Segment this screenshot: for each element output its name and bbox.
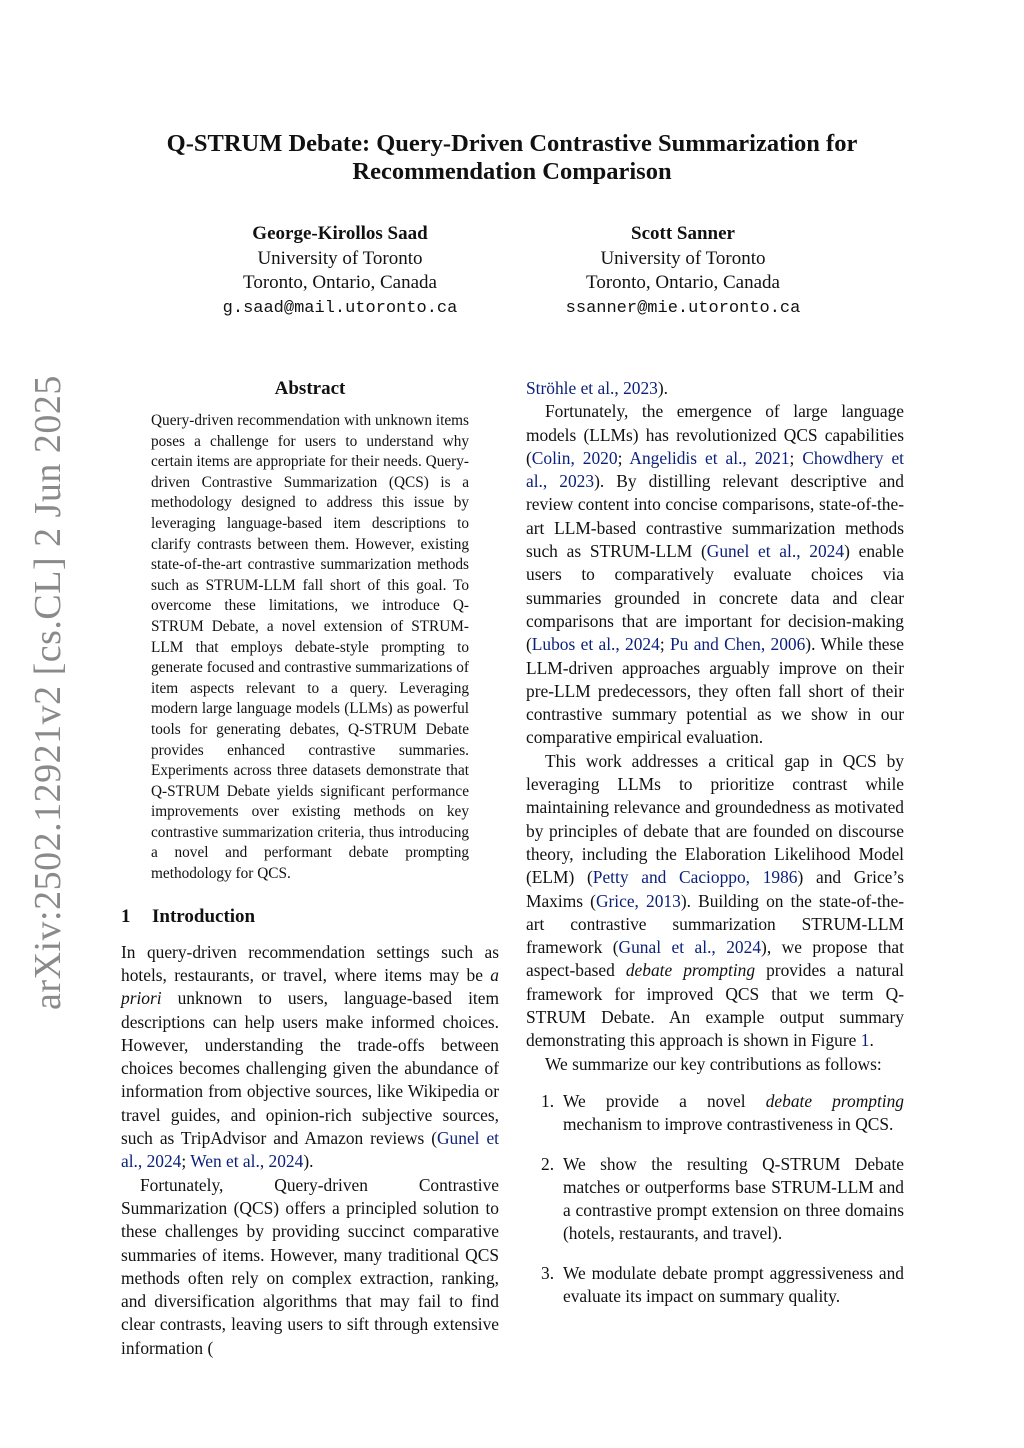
author-location: Toronto, Ontario, Canada [243, 272, 437, 293]
text-run: ). By distilling relevant descriptive and review content into concise comparisons, state-of-the-art LLM-based contrastive summarization methods such as STRUM-LLM ( [526, 471, 904, 562]
author-email: g.saad@mail.utoronto.ca [222, 298, 458, 318]
citation-link[interactable]: Lubos et al., 2024 [531, 634, 660, 655]
citation-link[interactable]: Gunal et al., 2024 [618, 937, 762, 958]
author-name: George-Kirollos Saad [252, 223, 428, 244]
list-number: 2. [541, 1153, 555, 1174]
arxiv-identifier-stamp: arXiv:2502.12921v2 [cs.CL] 2 Jun 2025 [27, 375, 69, 1010]
section-heading-introduction [121, 905, 499, 929]
text-run: We show the resulting Q-STRUM Debate matches or outperforms base STRUM-LLM and a contrastive prompt extension on three domains (hotels, restaurants, and travel). [563, 1153, 904, 1244]
text-run: In query-driven recommendation settings such as hotels, restaurants, or travel, where items may be [121, 941, 499, 985]
citation-link[interactable]: Wen et al., 2024 [190, 1151, 304, 1172]
author-block-1 [160, 222, 520, 321]
citation-link[interactable]: Grice, 2013 [595, 890, 681, 911]
italic-text: a priori [121, 964, 499, 1009]
text-run: . [869, 1030, 874, 1051]
figure-reference-link[interactable]: 1 [860, 1030, 870, 1051]
author-block-2 [503, 222, 863, 321]
left-column [121, 377, 499, 1360]
intro-paragraph-2-continued [526, 377, 904, 400]
list-number: 3. [541, 1262, 555, 1283]
text-run: ; [659, 634, 670, 655]
text-run: We modulate debate prompt aggressiveness and evaluate its impact on summary quality. [563, 1262, 904, 1306]
text-run: ; [789, 447, 803, 468]
title-line-1: Q-STRUM Debate: Query-Driven Contrastive Summarization for [166, 130, 858, 157]
text-run: Fortunately, Query-driven Contrastive Summarization (QCS) offers a principled solution to these challenges by providing succinct comparative summaries of items. However, many traditional QCS methods often rely on complex extraction, ranking, and diversification algorithms that may fail to find clear contrasts, leaving users to sift through extensive information ( [121, 1174, 499, 1358]
citation-link[interactable]: Gunel et al., 2024 [706, 541, 845, 562]
text-run: ). [303, 1151, 314, 1172]
title-line-2: Recommendation Comparison [352, 158, 672, 185]
text-run: ; [617, 447, 630, 468]
text-run: mechanism to improve contrastiveness in QCS. [563, 1114, 894, 1135]
section-number: 1 [121, 905, 131, 927]
italic-text: debate prompting [765, 1090, 904, 1111]
abstract-text: Query-driven recommendation with unknown items poses a challenge for users to understand why certain items are appropriate for their needs. Query-driven Contrastive Summarization (QCS) is a methodology designed to address this issue by leveraging language-based item descriptions to clarify contrasts between them. However, existing state-of-the-art contrastive summarization methods such as STRUM-LLM fall short of this goal. To overcome these limitations, we introduce Q-STRUM Debate, a novel extension of STRUM-LLM that employs debate-style prompting to generate focused and contrastive summarizations of item aspects relevant to a query. Leveraging modern large language models (LLMs) as powerful tools for generating debates, Q-STRUM Debate provides enhanced contrastive summaries. Experiments across three datasets demonstrate that Q-STRUM Debate yields significant performance improvements over existing methods on key contrastive summarization criteria, thus introducing a novel and performant debate prompting methodology for QCS. [151, 412, 469, 883]
text-run: ). [657, 378, 668, 398]
author-email: ssanner@mie.utoronto.ca [565, 298, 801, 318]
paper-title [120, 130, 904, 186]
author-affiliation: University of Toronto [600, 247, 766, 269]
intro-paragraph-5: We summarize our key contributions as follows: [545, 1053, 882, 1074]
citation-link[interactable]: Angelidis et al., 2021 [629, 447, 790, 468]
text-run: We provide a novel [563, 1090, 766, 1111]
author-name: Scott Sanner [631, 223, 735, 244]
intro-paragraph-1 [121, 941, 499, 1174]
italic-text: debate prompting [625, 960, 756, 981]
text-run: ) enable users to comparatively evaluate choices via summaries grounded in concrete data and clear comparisons that are important for decision-making ( [526, 541, 904, 655]
list-item [526, 1262, 904, 1309]
list-item [526, 1153, 904, 1246]
abstract-heading: Abstract [274, 378, 346, 399]
section-title: Introduction [152, 905, 256, 927]
citation-link[interactable]: Gunel et al., 2024 [121, 1128, 499, 1172]
list-item [526, 1090, 904, 1137]
intro-paragraph-2 [121, 1174, 499, 1360]
citation-link[interactable]: Ströhle et al., 2023 [526, 378, 658, 398]
author-affiliation: University of Toronto [257, 247, 423, 269]
citation-link[interactable]: Petty and Cacioppo, 1986 [592, 867, 798, 888]
text-run: unknown to users, language-based item descriptions can help users make informed choices. However, understanding the trade-offs between choices becomes challenging given the abundance of information from objective sources, like Wikipedia or travel guides, and opinion-rich subjective sources, such as TripAdvisor and Amazon reviews ( [121, 988, 499, 1149]
right-column [526, 377, 904, 1324]
intro-paragraph-4 [526, 750, 904, 1053]
list-number: 1. [541, 1090, 555, 1111]
text-run: ), we propose that aspect-based [526, 937, 904, 981]
contributions-list [526, 1090, 904, 1308]
text-run: ). Building on the state-of-the-art contrastive summarization STRUM-LLM framework ( [526, 890, 904, 958]
intro-paragraph-3 [526, 400, 904, 749]
text-run: This work addresses a critical gap in QCS by leveraging LLMs to prioritize contrast while maintaining relevance and groundedness as motivated by principles of debate that are founded on discourse theory, including the Elaboration Likelihood Model (ELM) ( [526, 750, 904, 888]
author-location: Toronto, Ontario, Canada [586, 272, 780, 293]
citation-link[interactable]: Pu and Chen, 2006 [670, 634, 806, 655]
text-run: provides a natural framework for improved QCS that we term Q-STRUM Debate. An example output summary demonstrating this approach is shown in Figure [526, 960, 905, 1051]
text-run: ; [181, 1151, 191, 1172]
citation-link[interactable]: Colin, 2020 [531, 447, 618, 468]
citation-link[interactable]: Chowdhery et al., 2023 [526, 447, 904, 492]
text-run: ) and Grice’s Maxims ( [526, 867, 904, 911]
text-run: ). While these LLM-driven approaches arguably improve on their pre-LLM predecessors, they often fall short of their contrastive summary potential as we show in our comparative empirical evaluation. [526, 634, 904, 748]
text-run: Fortunately, the emergence of large language models (LLMs) has revolutionized QCS capabilities ( [526, 401, 904, 468]
